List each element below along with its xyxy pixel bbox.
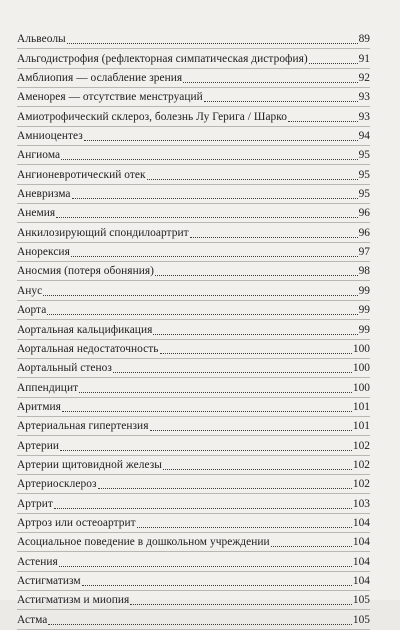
index-entry-page-number: 96 — [358, 226, 370, 239]
index-entry-page-number: 97 — [358, 246, 370, 259]
dot-leader — [47, 314, 357, 315]
index-entry-term: Астения — [17, 555, 58, 568]
index-entry — [17, 262, 370, 281]
dot-leader — [48, 624, 351, 625]
dot-leader — [163, 469, 352, 470]
index-entry-page-number: 104 — [352, 555, 370, 568]
dot-leader — [60, 450, 352, 451]
dot-leader — [183, 82, 357, 83]
index-entry — [17, 591, 370, 610]
index-entry — [17, 610, 370, 629]
index-entry-term: Астигматизм и миопия — [17, 594, 130, 607]
index-entry-term: Анкилозирующий спондилоартрит — [17, 226, 189, 239]
index-entry-page-number: 100 — [352, 381, 370, 394]
index-entry-page-number: 95 — [358, 149, 370, 162]
dot-leader — [288, 121, 358, 122]
index-list — [0, 30, 400, 630]
dot-leader — [150, 430, 352, 431]
dot-leader — [153, 334, 357, 335]
dot-leader — [43, 295, 357, 296]
index-entry — [17, 417, 370, 436]
index-entry-term: Аритмия — [17, 400, 61, 413]
index-entry-term: Анорексия — [17, 246, 70, 259]
index-entry-page-number: 102 — [352, 439, 370, 452]
index-entry-term: Артерии — [17, 439, 60, 452]
index-entry — [17, 436, 370, 455]
index-entry-term: Анус — [17, 284, 43, 297]
index-entry-term: Амиотрофический склероз, болезнь Лу Герига / Шарко — [17, 110, 288, 123]
index-entry — [17, 185, 370, 204]
dot-leader — [72, 198, 358, 199]
index-entry — [17, 572, 370, 591]
dot-leader — [71, 256, 358, 257]
index-entry-term: Аппендицит — [17, 381, 79, 394]
index-entry — [17, 456, 370, 475]
dot-leader — [190, 237, 358, 238]
index-entry — [17, 340, 370, 359]
index-entry-term: Аменорея — отсутствие менструаций — [17, 91, 203, 104]
index-entry-page-number: 93 — [358, 110, 370, 123]
dot-leader — [56, 217, 357, 218]
index-entry — [17, 69, 370, 88]
dot-leader — [204, 101, 358, 102]
index-entry-term: Амниоцентез — [17, 130, 83, 143]
dot-leader — [130, 604, 352, 605]
index-entry-term: Ангиома — [17, 149, 61, 162]
index-entry-term: Аорта — [17, 304, 47, 317]
index-entry — [17, 223, 370, 242]
dot-leader — [62, 411, 352, 412]
index-entry-page-number: 99 — [358, 284, 370, 297]
index-entry-page-number: 89 — [358, 33, 370, 46]
index-entry-page-number: 105 — [352, 594, 370, 607]
index-entry-term: Астигматизм — [17, 574, 81, 587]
index-entry-term: Артроз или остеоартрит — [17, 516, 136, 529]
index-entry — [17, 320, 370, 339]
index-entry-page-number: 104 — [352, 536, 370, 549]
dot-leader — [271, 546, 352, 547]
index-entry-page-number: 98 — [358, 265, 370, 278]
index-entry — [17, 127, 370, 146]
dot-leader — [84, 140, 358, 141]
index-entry-page-number: 103 — [352, 497, 370, 510]
index-entry — [17, 359, 370, 378]
index-entry-page-number: 104 — [352, 574, 370, 587]
index-entry-page-number: 92 — [358, 72, 370, 85]
index-entry-term: Амблиопия — ослабление зрения — [17, 72, 183, 85]
dot-leader — [147, 179, 358, 180]
dot-leader — [137, 527, 352, 528]
index-entry-term: Альвеолы — [17, 33, 66, 46]
index-entry — [17, 281, 370, 300]
index-entry — [17, 49, 370, 68]
index-entry — [17, 165, 370, 184]
dot-leader — [113, 372, 352, 373]
index-entry — [17, 378, 370, 397]
index-entry-term: Астма — [17, 613, 48, 626]
index-entry — [17, 494, 370, 513]
index-entry — [17, 533, 370, 552]
index-entry-term: Аортальная недостаточность — [17, 342, 159, 355]
dot-leader — [155, 275, 358, 276]
index-entry — [17, 107, 370, 126]
dot-leader — [309, 63, 358, 64]
index-entry-page-number: 94 — [358, 130, 370, 143]
index-entry-page-number: 101 — [352, 400, 370, 413]
index-entry — [17, 243, 370, 262]
index-entry — [17, 514, 370, 533]
index-entry-term: Аносмия (потеря обоняния) — [17, 265, 154, 278]
index-entry — [17, 204, 370, 223]
dot-leader — [82, 585, 352, 586]
index-entry-page-number: 105 — [352, 613, 370, 626]
index-entry-term: Артериосклероз — [17, 478, 97, 491]
index-entry — [17, 301, 370, 320]
index-entry-term: Альгодистрофия (рефлекторная симпатическая дистрофия) — [17, 52, 308, 65]
dot-leader — [61, 159, 358, 160]
index-entry-term: Асоциальное поведение в дошкольном учреждении — [17, 536, 270, 549]
index-entry — [17, 552, 370, 571]
index-entry-term: Артериальная гипертензия — [17, 420, 149, 433]
index-entry-page-number: 99 — [358, 323, 370, 336]
dot-leader — [79, 392, 352, 393]
index-entry — [17, 398, 370, 417]
index-entry-page-number: 99 — [358, 304, 370, 317]
index-entry-page-number: 96 — [358, 207, 370, 220]
index-entry-page-number: 102 — [352, 458, 370, 471]
index-entry-term: Артрит — [17, 497, 53, 510]
index-entry — [17, 146, 370, 165]
dot-leader — [160, 353, 352, 354]
index-entry-term: Артерии щитовидной железы — [17, 458, 162, 471]
dot-leader — [67, 43, 358, 44]
index-entry — [17, 475, 370, 494]
index-entry-term: Анемия — [17, 207, 56, 220]
index-entry-page-number: 101 — [352, 420, 370, 433]
index-entry-term: Аневризма — [17, 188, 71, 201]
index-entry-page-number: 100 — [352, 362, 370, 375]
dot-leader — [59, 566, 352, 567]
index-entry — [17, 88, 370, 107]
index-entry-page-number: 95 — [358, 188, 370, 201]
index-entry-page-number: 104 — [352, 516, 370, 529]
index-entry-term: Аортальный стеноз — [17, 362, 112, 375]
index-entry-page-number: 93 — [358, 91, 370, 104]
dot-leader — [98, 488, 352, 489]
index-entry-page-number: 95 — [358, 168, 370, 181]
index-entry — [17, 30, 370, 49]
index-entry-page-number: 100 — [352, 342, 370, 355]
index-entry-page-number: 102 — [352, 478, 370, 491]
index-entry-page-number: 91 — [358, 52, 370, 65]
index-entry-term: Ангионевротический отек — [17, 168, 146, 181]
index-entry-term: Аортальная кальцификация — [17, 323, 153, 336]
dot-leader — [54, 508, 352, 509]
